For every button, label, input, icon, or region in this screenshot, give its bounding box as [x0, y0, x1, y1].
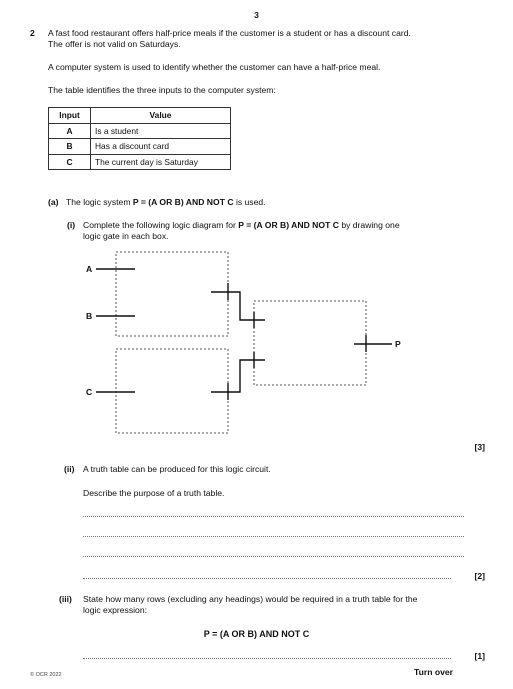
part-iii-line-2: logic expression:	[83, 605, 148, 615]
gate-box-1[interactable]	[116, 252, 228, 336]
answer-line[interactable]	[83, 536, 464, 538]
part-a-text-after: is used.	[235, 197, 266, 207]
table-header-value: Value	[91, 108, 231, 124]
table-cell-value: Is a student	[91, 123, 231, 139]
intro-line-1: A fast food restaurant offers half-price meals if the customer is a student or has a discount card.	[48, 28, 411, 38]
part-ii-marks: [2]	[474, 571, 485, 581]
part-iii-expression: P = (A OR B) AND NOT C	[203, 629, 310, 639]
answer-line[interactable]	[83, 658, 451, 660]
answer-line[interactable]	[83, 578, 451, 580]
system-text: A computer system is used to identify whether the customer can have a half-price meal.	[48, 62, 381, 72]
intro-line-2: The offer is not valid on Saturdays.	[48, 39, 181, 49]
answer-line[interactable]	[83, 516, 464, 518]
part-i-expression: P = (A OR B) AND NOT C	[238, 220, 339, 230]
table-cell-input: B	[49, 139, 91, 155]
part-i-text-after: by drawing one	[341, 220, 400, 230]
gate-box-3[interactable]	[254, 301, 366, 385]
turn-over: Turn over	[414, 667, 453, 677]
part-a-label: (a)	[48, 197, 59, 207]
part-ii-label: (ii)	[64, 464, 75, 474]
part-iii-line-1: State how many rows (excluding any headings) would be required in a truth table for the	[83, 594, 418, 604]
question-number: 2	[30, 28, 35, 38]
part-a-expression: P = (A OR B) AND NOT C	[132, 197, 234, 207]
part-iii-label: (iii)	[59, 594, 72, 604]
part-a-text-before: The logic system	[66, 197, 131, 207]
wire-box2-to-box3	[211, 360, 265, 392]
label-a: A	[86, 264, 93, 274]
table-cell-value: Has a discount card	[91, 139, 231, 155]
copyright: © OCR 2022	[30, 672, 62, 678]
table-header-input: Input	[49, 108, 91, 124]
table-cell-input: A	[49, 123, 91, 139]
part-i-marks: [3]	[474, 442, 485, 452]
page-number: 3	[254, 10, 259, 20]
label-p: P	[395, 339, 401, 349]
part-i-text-before: Complete the following logic diagram for	[83, 220, 236, 230]
table-cell-input: C	[49, 154, 91, 170]
table-cell-value: The current day is Saturday	[91, 154, 231, 170]
part-i-text-line-2: logic gate in each box.	[83, 231, 169, 241]
part-ii-line-2: Describe the purpose of a truth table.	[83, 488, 225, 498]
label-b: B	[86, 311, 93, 321]
answer-line[interactable]	[83, 556, 464, 558]
part-iii-marks: [1]	[474, 651, 485, 661]
table-intro: The table identifies the three inputs to the computer system:	[48, 85, 276, 95]
gate-box-2[interactable]	[116, 349, 228, 433]
part-ii-line-1: A truth table can be produced for this logic circuit.	[83, 464, 271, 474]
part-i-label: (i)	[67, 220, 76, 230]
wire-box1-to-box3	[211, 292, 265, 320]
label-c: C	[86, 387, 93, 397]
